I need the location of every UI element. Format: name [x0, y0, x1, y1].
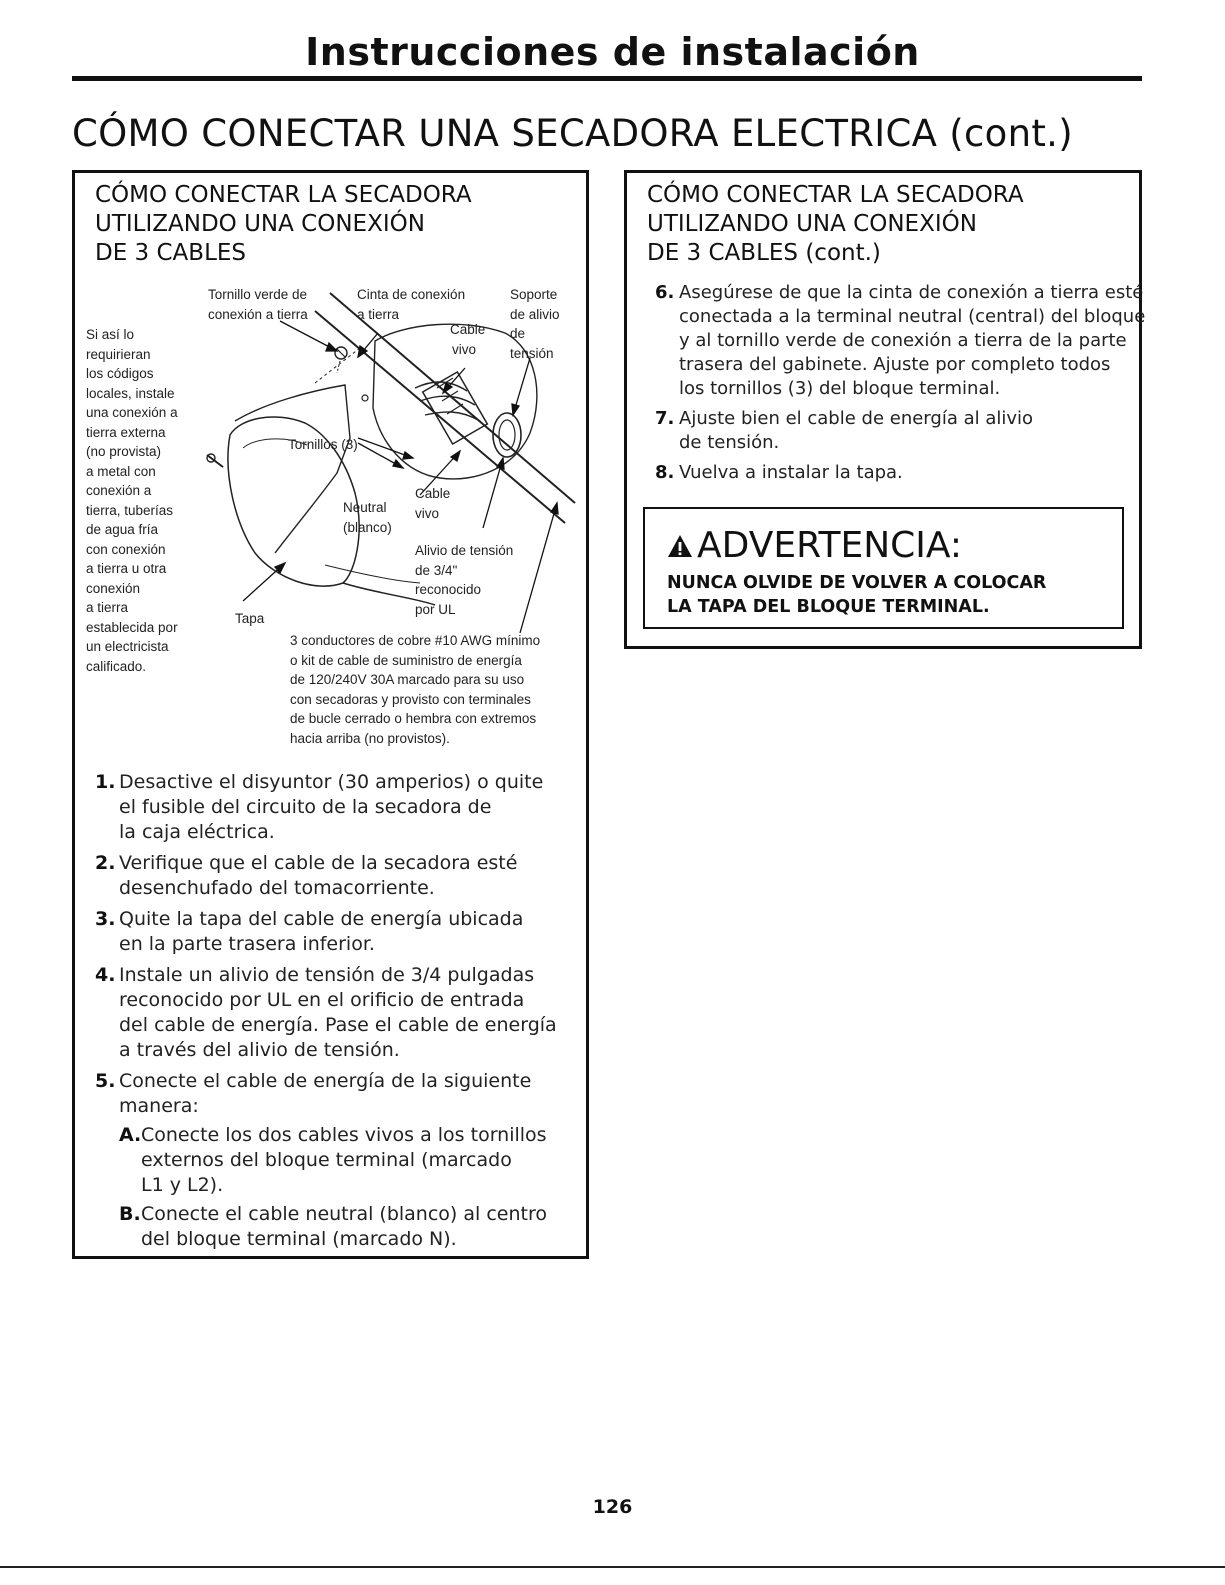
step-line: los tornillos (3) del bloque terminal.	[679, 378, 1001, 399]
label-line: de 3/4"	[415, 562, 458, 578]
left-heading-line: CÓMO CONECTAR LA SECADORA	[95, 182, 472, 208]
live-wire-top-label	[450, 320, 485, 359]
step-item	[95, 907, 575, 957]
header-divider	[72, 76, 1142, 81]
note-line: tierra, tuberías	[86, 502, 174, 518]
left-steps-list	[95, 770, 575, 1258]
label-line: conexión a tierra	[208, 306, 308, 322]
right-steps-list	[655, 281, 1146, 491]
note-line: o kit de cable de suministro de energía	[290, 652, 522, 668]
strain-support-label	[510, 285, 560, 363]
step-line: reconocido por UL en el orificio de entrada	[119, 989, 525, 1011]
warning-message	[667, 571, 1046, 619]
step-line: Instale un alivio de tensión de 3/4 pulgadas	[119, 964, 535, 986]
note-line: requirieran	[86, 346, 151, 362]
step-number: 2.	[95, 852, 116, 874]
note-line: tierra externa	[86, 424, 166, 440]
label-line: por UL	[415, 601, 456, 617]
section-title: CÓMO CONECTAR UNA SECADORA ELECTRICA (cont.)	[72, 112, 1073, 155]
step-line: en la parte trasera inferior.	[119, 933, 375, 955]
note-line: de agua fría	[86, 522, 159, 537]
warning-title: ADVERTENCIA:	[697, 525, 963, 566]
warning-title-row	[667, 525, 962, 566]
note-line: a tierra u otra	[86, 561, 167, 576]
note-line: de bucle cerrado o hembra con extremos	[290, 711, 537, 726]
label-line: Cable	[415, 486, 451, 501]
note-line: conexión a	[86, 483, 152, 498]
note-line: Si así lo	[86, 327, 135, 342]
step-line: Desactive el disyuntor (30 amperios) o quite	[119, 771, 544, 793]
note-line: con conexión	[86, 541, 166, 557]
right-heading-line: CÓMO CONECTAR LA SECADORA	[647, 182, 1024, 208]
note-line: 3 conductores de cobre #10 AWG mínimo	[290, 633, 541, 648]
label-line: a tierra	[357, 306, 400, 322]
note-line: con secadoras y provisto con terminales	[290, 691, 531, 707]
step-line: del cable de energía. Pase el cable de energía	[119, 1014, 557, 1036]
step-number: 1.	[95, 771, 116, 793]
step-line: Ajuste bien el cable de energía al alivio	[679, 408, 1034, 429]
step-line: Asegúrese de que la cinta de conexión a tierra esté	[679, 282, 1144, 303]
external-ground-note	[86, 325, 178, 676]
warning-box	[643, 507, 1124, 629]
note-line: a tierra	[86, 600, 129, 615]
label-line: Cable	[450, 322, 486, 337]
step-line: desenchufado del tomacorriente.	[119, 877, 435, 899]
step-item	[655, 461, 1135, 485]
label-line: tensión	[510, 345, 554, 361]
label-line: vivo	[452, 341, 477, 357]
step-line: el fusible del circuito de la secadora de	[119, 796, 492, 818]
neutral-label	[343, 498, 392, 537]
step-number: 5.	[95, 1070, 116, 1092]
step-item	[95, 1069, 575, 1252]
label-line: Cinta de conexión	[357, 287, 466, 302]
step-line: externos del bloque terminal (marcado	[141, 1149, 512, 1171]
note-line: calificado.	[86, 658, 147, 674]
label-line: Neutral	[343, 500, 387, 515]
conductors-note	[290, 631, 540, 748]
right-heading-line: UTILIZANDO UNA CONEXIÓN	[647, 211, 977, 237]
step-line: del bloque terminal (marcado N).	[141, 1228, 457, 1250]
step-line: la caja eléctrica.	[119, 821, 275, 843]
step-number: 6.	[655, 282, 675, 303]
right-panel-heading	[647, 181, 1024, 268]
step-line: manera:	[119, 1095, 199, 1117]
step-line: Conecte el cable neutral (blanco) al centro	[141, 1203, 547, 1225]
step-line: L1 y L2).	[141, 1174, 224, 1196]
warning-triangle-icon	[667, 533, 693, 559]
step-item	[655, 281, 1146, 401]
step-line: Conecte los dos cables vivos a los tornillos	[141, 1124, 547, 1146]
note-line: (no provista)	[86, 444, 162, 459]
strain-relief-label	[415, 541, 513, 619]
step-line: Vuelva a instalar la tapa.	[679, 462, 903, 483]
label-line: vivo	[415, 505, 440, 521]
step-number: 8.	[655, 462, 675, 483]
note-line: de 120/240V 30A marcado para su uso	[290, 672, 525, 687]
label-line: Soporte	[510, 287, 558, 302]
note-line: conexión	[86, 580, 141, 596]
left-instructions-panel	[72, 170, 589, 1259]
step-number: 3.	[95, 908, 116, 930]
step-item	[95, 770, 575, 845]
note-line: establecida por	[86, 619, 178, 635]
step-item	[95, 851, 575, 901]
cover-label: Tapa	[235, 611, 265, 626]
substeps-list	[119, 1123, 575, 1252]
screws-label: Tornillos (3)	[288, 437, 358, 452]
step-item	[655, 407, 1135, 455]
step-number: 4.	[95, 964, 116, 986]
note-line: a metal con	[86, 463, 156, 479]
right-heading-line: DE 3 CABLES (cont.)	[647, 240, 881, 266]
label-line: de	[510, 326, 526, 341]
step-line: conectada a la terminal neutral (central) del bloque	[679, 306, 1146, 327]
green-screw-label	[208, 285, 308, 324]
step-line: Verifique que el cable de la secadora esté	[119, 852, 518, 874]
page-number: 126	[592, 1496, 633, 1518]
left-heading-line: DE 3 CABLES	[95, 240, 247, 266]
label-line: Alivio de tensión	[415, 543, 514, 558]
step-line: trasera del gabinete. Ajuste por completo todos	[679, 354, 1111, 375]
warning-line: NUNCA OLVIDE DE VOLVER A COLOCAR	[667, 573, 1047, 593]
note-line: una conexión a	[86, 405, 178, 420]
note-line: un electricista	[86, 639, 169, 654]
step-line: y al tornillo verde de conexión a tierra de la parte	[679, 330, 1127, 351]
step-line: Quite la tapa del cable de energía ubicada	[119, 908, 524, 930]
label-line: Tornillo verde de	[208, 287, 308, 302]
substep-item	[119, 1202, 575, 1252]
substep-item	[119, 1123, 575, 1198]
step-line: a través del alivio de tensión.	[119, 1039, 400, 1061]
ground-strap-label	[357, 285, 465, 324]
step-number: 7.	[655, 408, 675, 429]
note-line: hacia arriba (no provistos).	[290, 730, 450, 746]
label-line: (blanco)	[343, 519, 392, 535]
substep-letter: A.	[119, 1124, 142, 1146]
step-item	[95, 963, 575, 1063]
label-line: de alivio	[510, 306, 560, 322]
warning-line: LA TAPA DEL BLOQUE TERMINAL.	[667, 597, 990, 617]
page-header-title: Instrucciones de instalación	[305, 30, 920, 74]
step-line: de tensión.	[679, 432, 780, 453]
note-line: locales, instale	[86, 385, 175, 401]
step-line: Conecte el cable de energía de la siguiente	[119, 1070, 532, 1092]
left-heading-line: UTILIZANDO UNA CONEXIÓN	[95, 211, 425, 237]
note-line: los códigos	[86, 366, 154, 381]
live-wire-bottom-label	[415, 484, 450, 523]
footer-divider	[0, 1566, 1225, 1568]
label-line: reconocido	[415, 582, 482, 597]
substep-letter: B.	[119, 1203, 141, 1225]
